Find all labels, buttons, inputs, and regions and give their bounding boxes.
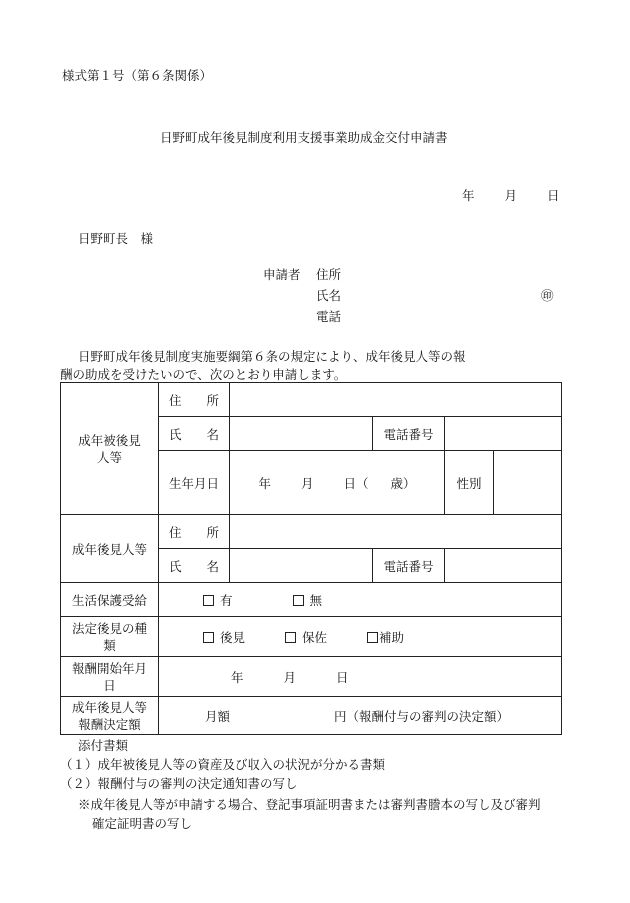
document-title: 日野町成年後見制度利用支援事業助成金交付申請書	[160, 130, 448, 145]
ward-address-field[interactable]	[230, 383, 562, 417]
application-table	[60, 382, 562, 735]
ward-label: 成年被後見人等	[61, 383, 159, 515]
ward-phone-label: 電話番号	[373, 417, 445, 451]
date-month: 月	[504, 188, 518, 203]
guardian-address-label: 住 所	[159, 515, 230, 549]
guardian-name-label: 氏 名	[159, 549, 230, 583]
applicant-address-label: 住所	[316, 267, 342, 282]
type-curator-checkbox[interactable]: 保佐	[285, 630, 327, 645]
date-line	[462, 186, 560, 204]
addressee: 日野町長 様	[78, 231, 154, 246]
form-number: 様式第１号（第６条関係）	[62, 68, 213, 83]
fee-start-label: 報酬開始年月日	[61, 657, 159, 697]
guardian-address-field[interactable]	[230, 515, 562, 549]
fee-amount-field[interactable]: 月額 円（報酬付与の審判の決定額）	[159, 697, 562, 735]
attachments-heading: 添付書類	[78, 738, 129, 753]
ward-gender-field[interactable]	[494, 451, 562, 515]
welfare-options	[159, 583, 562, 617]
attachment-item-1: （１）成年被後見人等の資産及び収入の状況が分かる書類	[60, 757, 386, 772]
guardianship-type-label: 法定後見の種類	[61, 617, 159, 657]
welfare-no-checkbox[interactable]: 無	[293, 593, 323, 608]
guardian-label: 成年後見人等	[61, 515, 159, 583]
body-text-line1: 日野町成年後見制度実施要綱第６条の規定により、成年後見人等の報	[78, 349, 466, 364]
date-year: 年	[462, 188, 475, 203]
date-day: 日	[547, 188, 560, 203]
ward-name-field[interactable]	[230, 417, 373, 451]
guardianship-type-options	[159, 617, 562, 657]
ward-gender-label: 性別	[445, 451, 494, 515]
type-assistant-checkbox[interactable]: 補助	[367, 630, 404, 645]
ward-address-label: 住 所	[159, 383, 230, 417]
applicant-phone-label: 電話	[316, 309, 342, 324]
attachment-note-1: ※成年後見人等が申請する場合、登記事項証明書または審判書謄本の写し及び審判	[78, 797, 541, 812]
applicant-name-label: 氏名	[316, 288, 342, 303]
fee-start-field[interactable]: 年 月 日	[159, 657, 562, 697]
fee-amount-label: 成年後見人等報酬決定額	[61, 697, 159, 735]
attachment-note-2: 確定証明書の写し	[92, 816, 193, 831]
type-guardian-checkbox[interactable]: 後見	[203, 630, 245, 645]
seal-mark: ㊞	[541, 288, 554, 303]
body-text-line2: 酬の助成を受けたいので、次のとおり申請します。	[60, 367, 347, 382]
ward-birth-label: 生年月日	[159, 451, 230, 515]
applicant-label: 申請者	[263, 267, 301, 282]
guardian-name-field[interactable]	[230, 549, 373, 583]
ward-phone-field[interactable]	[445, 417, 562, 451]
ward-name-label: 氏 名	[159, 417, 230, 451]
attachment-item-2: （２）報酬付与の審判の決定通知書の写し	[60, 776, 298, 791]
guardian-phone-field[interactable]	[445, 549, 562, 583]
ward-birth-field[interactable]: 年 月 日（ 歳）	[230, 451, 445, 515]
welfare-label: 生活保護受給	[61, 583, 159, 617]
guardian-phone-label: 電話番号	[373, 549, 445, 583]
welfare-yes-checkbox[interactable]: 有	[203, 593, 233, 608]
